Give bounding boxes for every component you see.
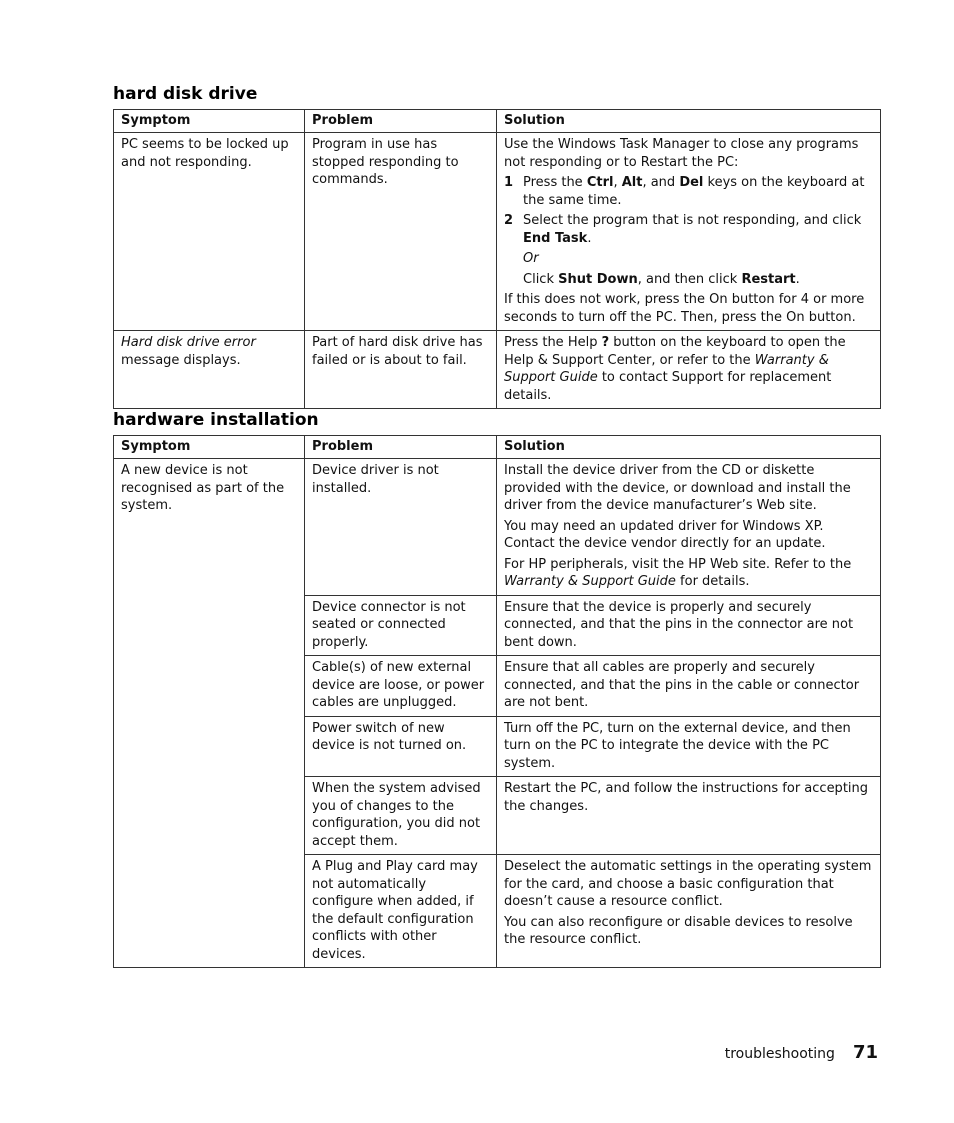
problem-cell [305, 331, 497, 409]
symptom-cell: Hard disk drive error message displays. [114, 331, 305, 409]
warranty-guide-reference: Warranty & Support Guide [504, 352, 829, 385]
solution-final-note: If this does not work, press the On button for 4 or more seconds to turn off the PC. Then, press the On button. [504, 292, 865, 325]
problem-text: Cable(s) of new external device are loose, or power cables are unplugged. [312, 660, 485, 710]
step-number: 1 [504, 175, 514, 190]
column-header-symptom: Symptom [114, 110, 305, 133]
problem-text: Device driver is not installed. [312, 463, 439, 496]
end-task-label: End Task [523, 230, 588, 246]
step-text: Press the Ctrl, Alt, and Del keys on the keyboard at the same time. [523, 175, 865, 208]
solution-text: Restart the PC, and follow the instructions for accepting the changes. [504, 781, 869, 814]
key-alt: Alt [621, 175, 643, 190]
solution-cell [497, 133, 881, 331]
section-title-hardware-installation: hardware installation [113, 410, 319, 430]
problem-cell [305, 656, 497, 717]
step-number: 2 [504, 213, 514, 228]
symptom-text: A new device is not recognised as part of the system. [121, 463, 285, 513]
solution-paragraph: For HP peripherals, visit the HP Web site. Refer to the Warranty & Support Guide for details. [504, 556, 852, 589]
solution-cell [497, 716, 881, 777]
solution-paragraph: You can also reconfigure or disable devices to resolve the resource conflict. [504, 914, 853, 947]
problem-text: Power switch of new device is not turned on. [312, 720, 467, 753]
warranty-guide-reference: Warranty & Support Guide [504, 574, 676, 589]
problem-text: Program in use has stopped responding to commands. [312, 137, 459, 187]
symptom-italic-text: Hard disk drive error [121, 335, 256, 350]
table-row [114, 459, 881, 596]
solution-step-1 [504, 174, 873, 209]
solution-text: Turn off the PC, turn on the external device, and then turn on the PC to integrate the device with the PC system. [504, 720, 851, 771]
problem-cell [305, 133, 497, 331]
table-header-row [114, 110, 881, 133]
solution-text: Ensure that the device is properly and securely connected, and that the pins in the connector are not bent down. [504, 599, 854, 650]
solution-paragraph: Deselect the automatic settings in the operating system for the card, and choose a basic configuration that doesn’t cause a resource conflict. [504, 859, 872, 909]
solution-step-2 [504, 212, 873, 247]
section-title-hard-disk-drive: hard disk drive [113, 84, 258, 104]
column-header-solution: Solution [497, 110, 881, 133]
solution-intro: Use the Windows Task Manager to close any programs not responding or to Restart the PC: [504, 137, 859, 170]
solution-text: Ensure that all cables are properly and securely connected, and that the pins in the cable or connector are not bent. [504, 660, 860, 710]
step-text: Select the program that is not responding, and click End Task. [523, 213, 862, 246]
solution-paragraph: Install the device driver from the CD or diskette provided with the device, or download and install the driver from the device manufacturer’s Web site. [504, 463, 851, 513]
column-header-problem: Problem [305, 436, 497, 459]
column-header-symptom: Symptom [114, 436, 305, 459]
solution-cell [497, 777, 881, 855]
shut-down-label: Shut Down [558, 271, 638, 287]
help-key-symbol: ? [601, 335, 610, 350]
page-footer [725, 1042, 878, 1063]
symptom-text: PC seems to be locked up and not responding. [121, 137, 289, 170]
symptom-cell [114, 133, 305, 331]
problem-text: Device connector is not seated or connected properly. [312, 599, 466, 650]
problem-text: Part of hard disk drive has failed or is about to fail. [312, 335, 483, 368]
problem-cell [305, 716, 497, 777]
hard-disk-drive-table [113, 109, 881, 409]
alternative-step: Click Shut Down, and then click Restart. [523, 271, 800, 287]
table-row [114, 331, 881, 409]
problem-cell [305, 855, 497, 968]
page-number: 71 [852, 1042, 878, 1063]
problem-text: When the system advised you of changes to the configuration, you did not accept them. [312, 781, 481, 849]
solution-cell [497, 855, 881, 968]
key-del: Del [679, 175, 704, 190]
problem-cell [305, 777, 497, 855]
solution-cell [497, 595, 881, 656]
solution-cell [497, 656, 881, 717]
symptom-cell [114, 459, 305, 968]
restart-label: Restart [741, 271, 796, 287]
problem-text: A Plug and Play card may not automatically configure when added, if the default configuration conflicts with other devices. [312, 859, 478, 962]
solution-cell: Press the Help ? button on the keyboard to open the Help & Support Center, or refer to the Warranty & Support Guide to contact Support for replacement details. [497, 331, 881, 409]
solution-paragraph: You may need an updated driver for Windows XP. Contact the device vendor directly for an update. [504, 518, 826, 551]
column-header-solution: Solution [497, 436, 881, 459]
table-header-row [114, 436, 881, 459]
column-header-problem: Problem [305, 110, 497, 133]
problem-cell [305, 459, 497, 596]
table-row [114, 133, 881, 331]
footer-label: troubleshooting [724, 1046, 835, 1062]
key-ctrl: Ctrl [586, 175, 614, 190]
hardware-installation-table [113, 435, 881, 968]
problem-cell [305, 595, 497, 656]
solution-cell [497, 459, 881, 596]
or-label: Or [523, 251, 539, 266]
